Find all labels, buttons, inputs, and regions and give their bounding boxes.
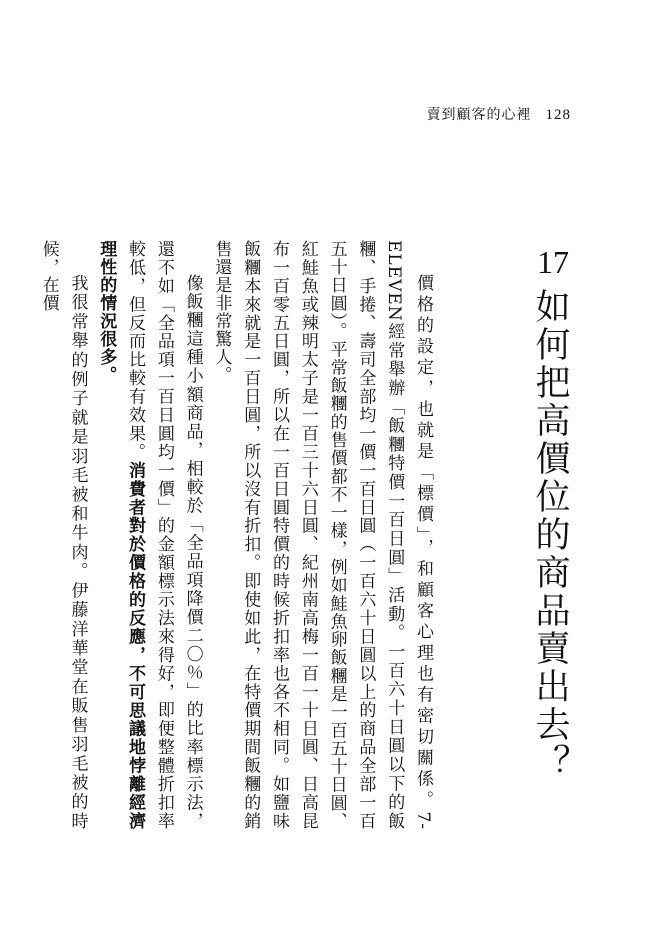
body-text [38,240,437,831]
paragraph-3: 我很常舉的例子就是羽毛被和牛肉。伊藤洋華堂在販售羽毛被的時候，在價 [38,240,88,830]
chapter-number: 17 [537,244,569,280]
page-number: 128 [545,107,571,123]
running-header [427,104,572,124]
paragraph-1: 價格的設定，也就是「標價」，和顧客心理也有密切關係。7-ELEVEN經常舉辦「飯糰特價一百日圓」活動。一百六十日圓以下的飯糰、手捲、壽司全部均一價一百日圓（一百六十日圓以上的商品全部一百五十日圓）。平常飯糰的售價都不一樣，例如鮭魚卵飯糰是一百五十日圓、紅鮭魚或辣明太子是一百三十六日圓、紀州南高梅一百一十日圓、日高昆布一百零五日圓，所以在一百日圓特價的時候折扣率也各不相同。如鹽味飯糰本來就是一百日圓，所以沒有折扣。即使如此，在特價期間飯糰的銷售還是非常驚人。 [211,240,433,830]
paragraph-2-text: 像飯糰這種小額商品，相較於「全品項降價二〇％」的比率標示法，還不如「全品項一百日圓均一價」的金額標示法來得好，即便整體折扣率較低，但反而比較有效果。 [125,240,203,830]
paragraph-2-emphasis: 消費者對於價格的反應，不可思議地悖離經濟理性的情況很多。 [96,240,146,831]
book-title: 賣到顧客的心裡 [426,107,532,123]
chapter-title: 如何把高價位的商品賣出去？ [530,288,570,782]
paragraph-2 [91,240,206,830]
